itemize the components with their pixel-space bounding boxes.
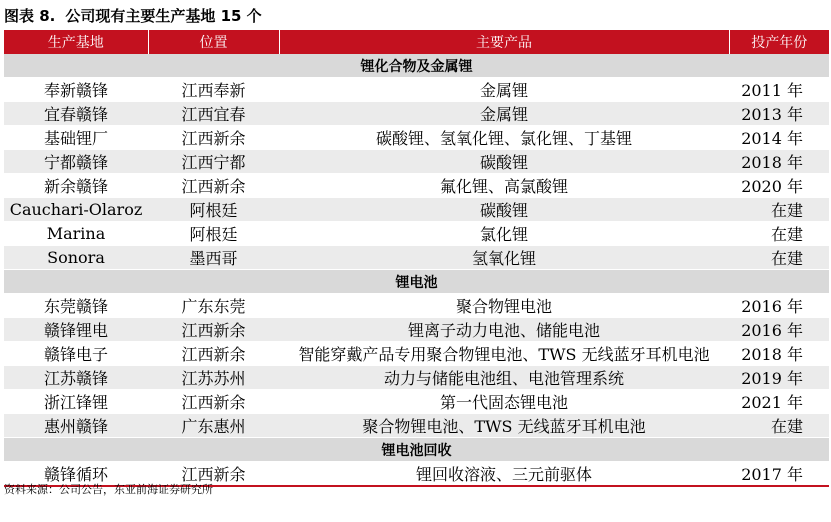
cell-location: 阿根廷 [148,222,279,246]
table-row [4,174,829,198]
cell-product: 金属锂 [279,78,729,102]
figure-title [4,5,262,27]
cell-year: 在建 [729,246,829,270]
cell-location: 江西新余 [148,174,279,198]
cell-location: 江苏苏州 [148,366,279,390]
cell-base: 新余赣锋 [4,174,148,198]
cell-base: 宁都赣锋 [4,150,148,174]
cell-location: 江西宁都 [148,150,279,174]
cell-product: 碳酸锂、氢氧化锂、氯化锂、丁基锂 [279,126,729,150]
table-body [4,54,829,486]
cell-year: 2018 年 [729,150,829,174]
section-title: 锂化合物及金属锂 [4,54,829,78]
table-row [4,102,829,126]
table-row [4,150,829,174]
cell-location: 江西新余 [148,318,279,342]
cell-year: 2013 年 [729,102,829,126]
cell-location: 江西奉新 [148,78,279,102]
cell-product: 氢氧化锂 [279,246,729,270]
cell-base: Marina [4,222,148,246]
cell-location: 江西新余 [148,390,279,414]
cell-year: 2016 年 [729,318,829,342]
table-row [4,246,829,270]
cell-product: 动力与储能电池组、电池管理系统 [279,366,729,390]
cell-year: 2016 年 [729,294,829,318]
cell-base: 基础锂厂 [4,126,148,150]
cell-base: Cauchari-Olaroz [4,198,148,222]
figure-caption: 公司现有主要生产基地 15 个 [65,7,262,25]
cell-product: 智能穿戴产品专用聚合物锂电池、TWS 无线蓝牙耳机电池 [279,342,729,366]
cell-product: 锂回收溶液、三元前驱体 [279,462,729,487]
cell-year: 2018 年 [729,342,829,366]
section-header-row [4,54,829,78]
table-row [4,222,829,246]
cell-year: 在建 [729,222,829,246]
production-base-table [4,30,829,487]
table-row [4,390,829,414]
cell-location: 阿根廷 [148,198,279,222]
cell-product: 氟化锂、高氯酸锂 [279,174,729,198]
cell-location: 墨西哥 [148,246,279,270]
table-row [4,366,829,390]
figure-number: 图表 8. [4,7,56,25]
cell-product: 聚合物锂电池 [279,294,729,318]
table-row [4,318,829,342]
table-row [4,126,829,150]
cell-year: 在建 [729,414,829,438]
cell-base: 惠州赣锋 [4,414,148,438]
cell-year: 2017 年 [729,462,829,487]
cell-product: 锂离子动力电池、储能电池 [279,318,729,342]
cell-base: 赣锋循环 [4,462,148,487]
section-title: 锂电池回收 [4,438,829,462]
cell-year: 2011 年 [729,78,829,102]
cell-base: 江苏赣锋 [4,366,148,390]
cell-location: 江西新余 [148,342,279,366]
cell-product: 氯化锂 [279,222,729,246]
cell-location: 江西新余 [148,462,279,487]
cell-product: 第一代固态锂电池 [279,390,729,414]
cell-year: 2020 年 [729,174,829,198]
section-header-row [4,438,829,462]
section-header-row [4,270,829,294]
source-note: 资料来源：公司公告，东亚前海证券研究所 [4,483,213,496]
cell-product: 碳酸锂 [279,198,729,222]
cell-base: 奉新赣锋 [4,78,148,102]
cell-year: 2014 年 [729,126,829,150]
table-row [4,342,829,366]
table-row [4,78,829,102]
cell-base: 东莞赣锋 [4,294,148,318]
column-header-product: 主要产品 [279,30,729,54]
cell-year: 在建 [729,198,829,222]
cell-base: 浙江锋锂 [4,390,148,414]
cell-product: 碳酸锂 [279,150,729,174]
column-header-year: 投产年份 [729,30,829,54]
cell-year: 2021 年 [729,390,829,414]
column-header-location: 位置 [148,30,279,54]
cell-base: Sonora [4,246,148,270]
cell-product: 金属锂 [279,102,729,126]
cell-location: 广东东莞 [148,294,279,318]
cell-location: 江西宜春 [148,102,279,126]
cell-year: 2019 年 [729,366,829,390]
cell-product: 聚合物锂电池、TWS 无线蓝牙耳机电池 [279,414,729,438]
cell-location: 广东惠州 [148,414,279,438]
column-header-base: 生产基地 [4,30,148,54]
cell-base: 宜春赣锋 [4,102,148,126]
table-row [4,414,829,438]
section-title: 锂电池 [4,270,829,294]
cell-base: 赣锋锂电 [4,318,148,342]
table-row [4,198,829,222]
table-row [4,294,829,318]
header-row [4,30,829,54]
cell-location: 江西新余 [148,126,279,150]
cell-base: 赣锋电子 [4,342,148,366]
